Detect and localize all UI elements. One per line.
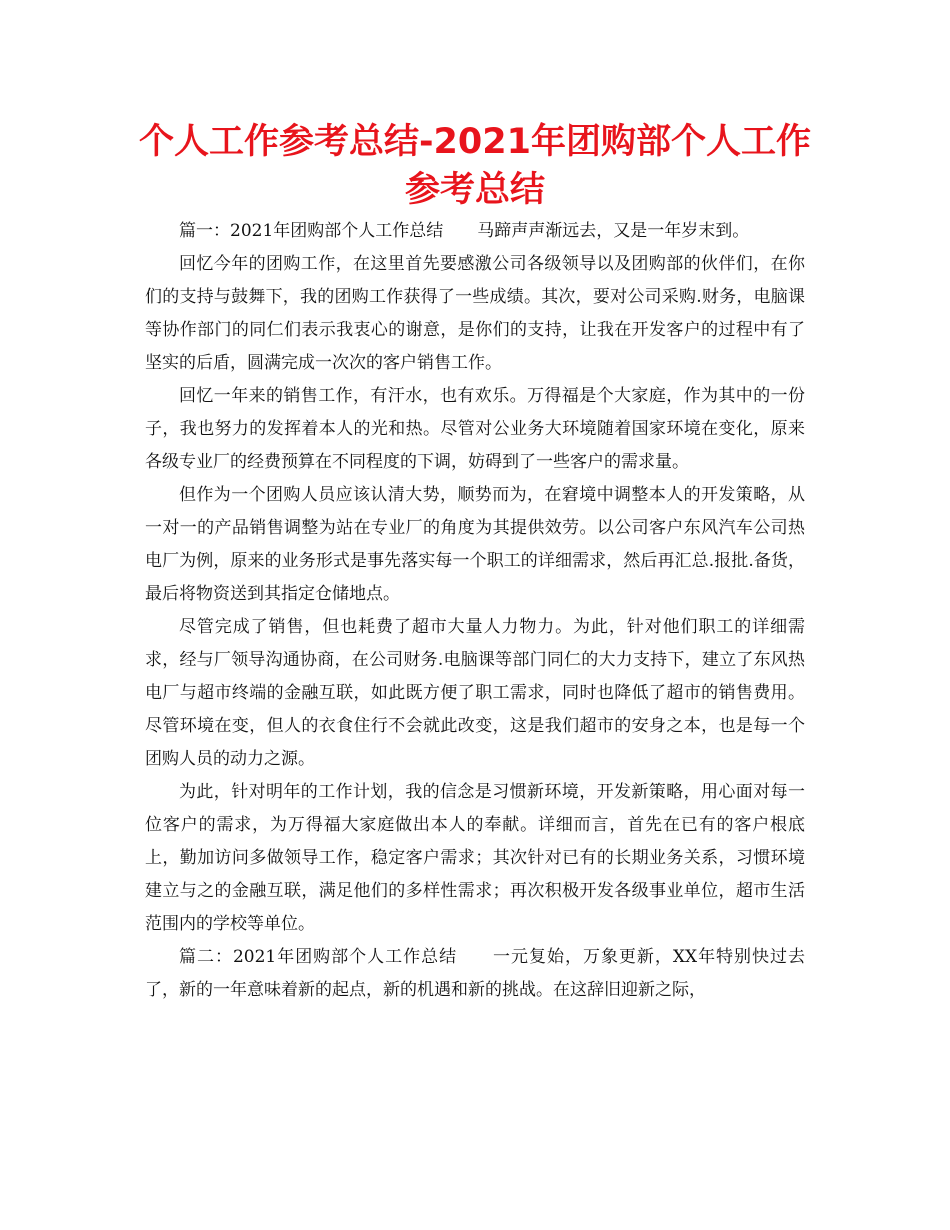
- paragraph: 篇二：2021年团购部个人工作总结 一元复始，万象更新，XX年特别快过去了，新的一年意味着新的起点，新的机遇和新的挑战。在这辞旧迎新之际，: [145, 947, 805, 1000]
- paragraph: 回忆今年的团购工作，在这里首先要感激公司各级领导以及团购部的伙伴们，在你们的支持与鼓舞下，我的团购工作获得了一些成绩。其次，要对公司采购.财务，电脑课等协作部门的同仁们表示我衷心的谢意，是你们的支持，让我在开发客户的过程中有了坚实的后盾，圆满完成一次次的客户销售工作。: [145, 254, 805, 373]
- paragraph: 篇一：2021年团购部个人工作总结 马蹄声声渐远去，又是一年岁末到。: [179, 221, 750, 241]
- paragraph: 尽管完成了销售，但也耗费了超市大量人力物力。为此，针对他们职工的详细需求，经与厂领导沟通协商，在公司财务.电脑课等部门同仁的大力支持下，建立了东风热电厂与超市终端的金融互联，如此既方便了职工需求，同时也降低了超市的销售费用。尽管环境在变，但人的衣食住行不会就此改变，这是我们超市的安身之本，也是每一个团购人员的动力之源。: [145, 617, 805, 769]
- paragraph: 但作为一个团购人员应该认清大势，顺势而为，在窘境中调整本人的开发策略，从一对一的产品销售调整为站在专业厂的角度为其提供效劳。以公司客户东风汽车公司热电厂为例，原来的业务形式是事先落实每一个职工的详细需求，然后再汇总.报批.备货，最后将物资送到其指定仓储地点。: [145, 485, 805, 604]
- document-body: [145, 215, 805, 1007]
- paragraph: 为此，针对明年的工作计划，我的信念是习惯新环境，开发新策略，用心面对每一位客户的需求，为万得福大家庭做出本人的奉献。详细而言，首先在已有的客户根底上，勤加访问多做领导工作，稳定客户需求；其次针对已有的长期业务关系，习惯环境建立与之的金融互联，满足他们的多样性需求；再次积极开发各级事业单位，超市生活范围内的学校等单位。: [145, 782, 805, 934]
- document-title: 个人工作参考总结-2021年团购部个人工作参考总结: [139, 122, 811, 210]
- paragraph: 回忆一年来的销售工作，有汗水，也有欢乐。万得福是个大家庭，作为其中的一份子，我也努力的发挥着本人的光和热。尽管对公业务大环境随着国家环境在变化，原来各级专业厂的经费预算在不同程度的下调，妨碍到了一些客户的需求量。: [145, 386, 805, 472]
